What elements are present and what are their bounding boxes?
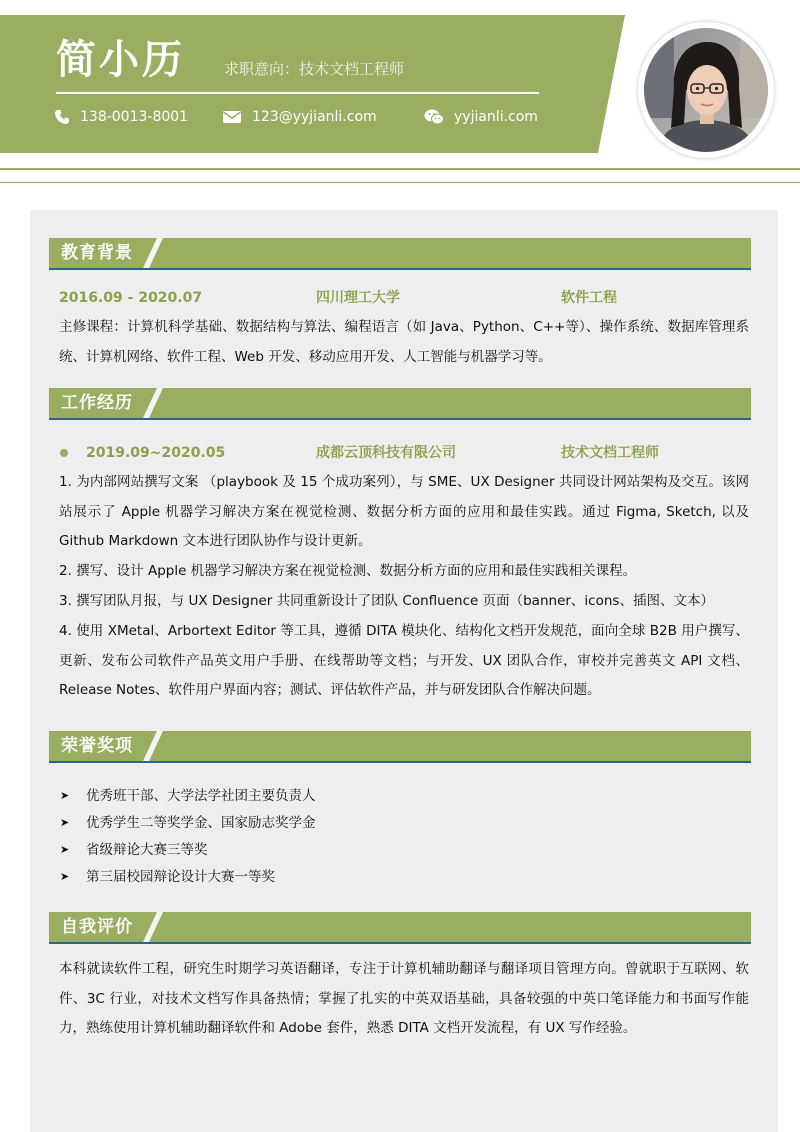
list-item: ➤ 优秀学生二等奖学金、国家励志奖学金	[60, 815, 316, 831]
email-text[interactable]: 123@yyjianli.com	[252, 109, 377, 125]
work-company: 成都云顶科技有限公司	[316, 445, 456, 461]
section-header-self	[49, 912, 751, 944]
section-title: 工作经历	[61, 393, 133, 413]
work-position: 技术文档工程师	[561, 445, 659, 461]
wechat-text: yyjianli.com	[454, 109, 538, 125]
candidate-name: 简小历	[56, 37, 185, 83]
work-date: 2019.09~2020.05	[86, 445, 226, 461]
work-item: 2. 撰写、设计 Apple 机器学习解决方案在视觉检测、数据分析方面的应用和最佳实践相关课程。	[59, 563, 637, 579]
work-item: 4. 使用 XMetal、Arbortext Editor 等工具，遵循 DITA 模块化、结构化文档开发规范，面向全球 B2B 用户撰写、更新、发布公司软件产品英文用户手册、在线帮助等文档；与开发、UX 团队合作，审校并完善英文 API 文档、Release Notes、软件用户界面内容；测试、评估软件产品，并与研发团队合作解决问题。	[59, 623, 749, 698]
job-intent: 求职意向：技术文档工程师	[224, 60, 405, 78]
section-title: 荣誉奖项	[61, 736, 133, 756]
list-item: ➤ 优秀班干部、大学法学社团主要负责人	[60, 788, 316, 804]
list-item: ➤ 省级辩论大赛三等奖	[60, 842, 208, 858]
section-header-education	[49, 238, 751, 270]
avatar	[638, 22, 774, 158]
work-item: 1. 为内部网站撰写文案 （playbook 及 15 个成功案列），与 SME、UX Designer 共同设计网站架构及交互。该网站展示了 Apple 机器学习解决方案在视觉检测、数据分析方面的应用和最佳实践。通过 Figma, Sketch, 以及 Github Markdown 文本进行团队协作与设计更新。	[59, 474, 749, 549]
list-item: ➤ 第三届校园辩论设计大赛一等奖	[60, 869, 275, 885]
education-date: 2016.09 - 2020.07	[59, 290, 203, 306]
section-header-honors	[49, 731, 751, 763]
phone-text: 138-0013-8001	[80, 109, 189, 125]
arrow-icon: ➤	[60, 870, 70, 883]
work-bullet-icon	[60, 449, 68, 457]
arrow-icon: ➤	[60, 843, 70, 856]
header-rule-top	[0, 168, 800, 170]
self-evaluation-text: 本科就读软件工程，研究生时期学习英语翻译，专注于计算机辅助翻译与翻译项目管理方向。曾就职于互联网、软件、3C 行业，对技术文档写作具备热情；掌握了扎实的中英双语基础，具备较强的中英口笔译能力和书面写作能力，熟练使用计算机辅助翻译软件和 Adobe 套件，熟悉 DITA 文档开发流程，有 UX 写作经验。	[59, 961, 749, 1036]
header-rule-bottom	[0, 182, 800, 183]
arrow-icon: ➤	[60, 816, 70, 829]
phone-icon	[54, 109, 70, 125]
education-courses: 主修课程：计算机科学基础、数据结构与算法、编程语言（如 Java、Python、C++等）、操作系统、数据库管理系统、计算机网络、软件工程、Web 开发、移动应用开发、人工智能与机器学习等。	[59, 319, 749, 365]
section-title: 自我评价	[61, 917, 133, 937]
arrow-icon: ➤	[60, 789, 70, 802]
contact-phone	[54, 106, 188, 128]
section-header-work	[49, 388, 751, 420]
section-title: 教育背景	[61, 243, 133, 263]
education-school: 四川理工大学	[316, 290, 400, 306]
education-major: 软件工程	[561, 290, 617, 306]
work-item: 3. 撰写团队月报，与 UX Designer 共同重新设计了团队 Confluence 页面（banner、icons、插图、文本）	[59, 593, 714, 609]
header-divider	[56, 92, 539, 94]
wechat-icon	[424, 109, 444, 125]
mail-icon	[222, 109, 242, 125]
contact-wechat	[424, 106, 538, 128]
contact-email	[222, 106, 377, 128]
avatar-photo	[644, 28, 768, 152]
